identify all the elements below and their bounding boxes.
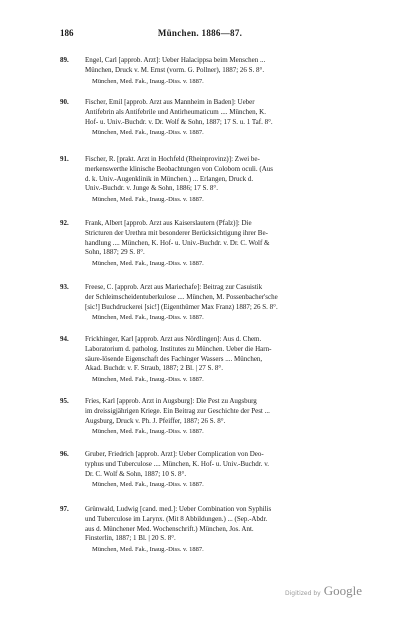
entry-line: Laboratorium d. patholog. Institutes zu München. Ueber die Harn- [85,344,272,353]
entry-line: im dreissigjährigen Kriege. Ein Beitrag zur Geschichte der Pest ... [85,406,270,415]
dissertation-note: München, Med. Fak., Inaug.-Diss. v. 1887. [92,78,204,85]
entry-line: Frickhinger, Karl [approb. Arzt aus Nördlingen]: Aus d. Chem. [85,335,262,343]
dissertation-note: München, Med. Fak., Inaug.-Diss. v. 1887. [92,428,204,435]
page-number: 186 [60,28,74,38]
entry-text [85,397,360,426]
entry-line: und Tuberculose im Larynx. (Mit 8 Abbildungen.) ... (Sep.-Abdr. [85,514,268,523]
google-watermark [285,583,362,599]
entry-number: 92. [60,219,69,227]
entry-line: der Schleimscheidentuberkulose .... München, M. Possenbacher'sche [85,292,278,301]
entry-line: Fischer, R. [prakt. Arzt in Hochfeld (Rheinprovinz)]: Zwei be- [85,155,260,163]
entry-number: 94. [60,335,69,343]
entry-line: Sohn, 1887; 29 S. 8°. [85,248,145,257]
entry-text [85,98,360,127]
entry-line: Antifebrin als Antifebrile und Antirheumaticum .... München, K. [85,107,266,116]
entry-number: 90. [60,98,69,106]
entry-text [85,155,360,194]
entry-text [85,450,360,479]
entry-line: typhus und Tuberculose .... München, K. Hof- u. Univ.-Buchdr. v. [85,459,269,468]
dissertation-note: München, Med. Fak., Inaug.-Diss. v. 1887. [92,129,204,136]
entry-line: Finsterlin, 1887; 1 Bl. | 20 S. 8°. [85,534,176,543]
entry-line: Freese, C. [approb. Arzt aus Mariechafe]: Beitrag zur Casuistik [85,283,263,291]
entry-line: Frank, Albert [approb. Arzt aus Kaiserslautern (Pfalz)]: Die [85,219,252,227]
entry-text [85,335,360,374]
entry-line: Dr. C. Wolf & Sohn, 1887; 10 S. 8°. [85,469,187,478]
dissertation-note: München, Med. Fak., Inaug.-Diss. v. 1887. [92,314,204,321]
dissertation-note: München, Med. Fak., Inaug.-Diss. v. 1887. [92,260,204,267]
watermark-prefix: Digitized by [285,590,321,597]
entry-line: Gruber, Friedrich [approb. Arzt]: Ueber Complication von Deo- [85,450,264,458]
entry-line: d. k. Univ.-Augenklinik in München.) ... Erlangen, Druck d. [85,174,254,183]
entry-number: 95. [60,397,69,405]
entry-line: säure-lösende Eigenschaft des Fachinger Wassers .... München, [85,354,263,363]
entry-line: handlung .... München, K. Hof- u. Univ.-Buchdr. v. Dr. C. Wolf & [85,238,270,247]
entry-text [85,505,360,544]
dissertation-note: München, Med. Fak., Inaug.-Diss. v. 1887. [92,481,204,488]
entry-line: aus d. Münchener Med. Wochenschrift.) München, Jos. Ant. [85,524,254,533]
entry-line: Hof- u. Univ.-Buchdr. v. Dr. Wolf & Sohn, 1887; 17 S. u. 1 Taf. 8°. [85,117,273,126]
running-title: München. 1886—87. [157,28,243,38]
dissertation-note: München, Med. Fak., Inaug.-Diss. v. 1887. [92,196,204,203]
entry-line: München, Druck v. M. Ernst (vorm. G. Pollner), 1887; 26 S. 8°. [85,65,265,74]
entry-number: 93. [60,283,69,291]
entry-line: Fischer, Emil [approb. Arzt aus Mannheim in Baden]: Ueber [85,98,255,106]
watermark-brand: Google [323,583,362,598]
entry-number: 89. [60,56,69,64]
entry-line: Augsburg, Druck v. Ph. J. Pfeiffer, 1887; 26 S. 8°. [85,416,226,425]
entry-text [85,219,360,258]
entry-line: Univ.-Buchdr. v. Junge & Sohn, 1886; 17 S. 8°. [85,184,218,193]
page-header [0,28,400,42]
entry-text [85,283,360,312]
entry-line: Grünwald, Ludwig [cand. med.]: Ueber Combination von Syphilis [85,505,272,513]
entry-line: [sic!] Buchdruckerei [sic!] (Eigenthümer Max Franz) 1887; 26 S. 8°. [85,302,278,311]
entry-line: Fries, Karl [approb. Arzt in Augsburg]: Die Pest zu Augsburg [85,397,257,405]
entry-number: 91. [60,155,69,163]
entry-line: Stricturen der Urethra mit besonderer Berücksichtigung ihrer Be- [85,228,268,237]
dissertation-note: München, Med. Fak., Inaug.-Diss. v. 1887. [92,376,204,383]
entry-number: 97. [60,505,69,513]
entry-number: 96. [60,450,69,458]
entry-line: Akad. Buchdr. v. F. Straub, 1887; 2 Bl. | 27 S. 8°. [85,364,223,373]
entry-line: merkenswerthe klinische Beobachtungen von Colobom oculi. (Aus [85,164,273,173]
entry-line: Engel, Carl [approb. Arzt]: Ueber Halacippsa beim Menschen ... [85,56,266,64]
dissertation-note: München, Med. Fak., Inaug.-Diss. v. 1887. [92,546,204,553]
entry-text [85,56,360,76]
